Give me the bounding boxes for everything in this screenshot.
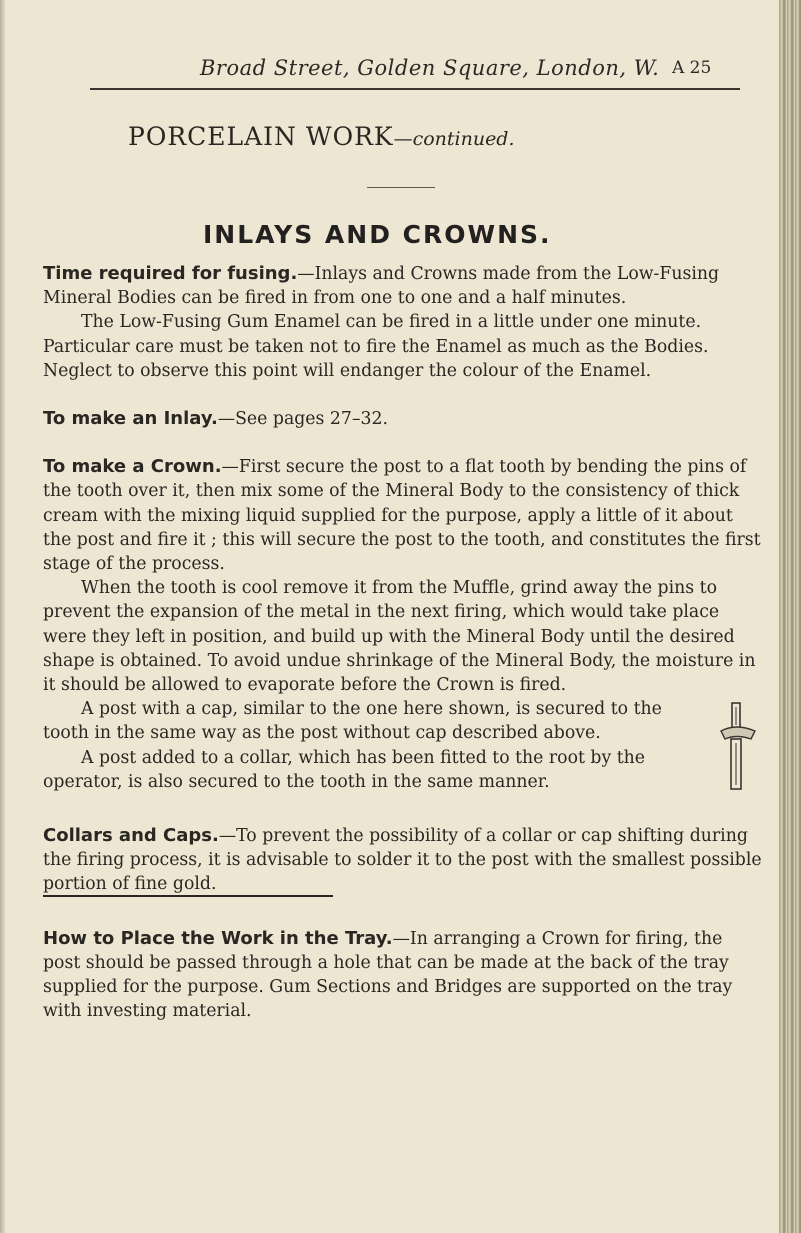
text-gum: The Low-Fusing Gum Enamel can be fired in a little under one minute.: [81, 312, 702, 333]
short-divider: [367, 187, 435, 188]
page-number: A 25: [672, 58, 712, 78]
text-cap: A post with a cap, similar to the one here shown, is secured to the tooth in the same way as the post without cap described above.: [43, 699, 662, 744]
paragraph-inlay: [43, 407, 763, 431]
paragraph-fusing: [43, 262, 763, 310]
lead-tray: How to Place the Work in the Tray.: [43, 927, 393, 949]
text-care: Particular care must be taken not to fire the Enamel as much as the Bodies.: [43, 336, 709, 357]
lead-inlay: To make an Inlay.: [43, 408, 218, 430]
book-binding-edge: [779, 0, 801, 1233]
post-with-cap-illustration: [717, 701, 759, 793]
lead-fusing: Time required for fusing.: [43, 263, 298, 284]
page-body: [43, 262, 763, 1023]
page-left-shadow: [0, 0, 6, 1233]
section-title-main: PORCELAIN WORK: [128, 122, 394, 151]
paragraph-gum: [43, 310, 763, 334]
text-crown: —First secure the post to a flat tooth by bending the pins of the tooth over it, then mix some of the Mineral Body to the consistency of thick cream with the mixing liquid supplied for the purpose, apply a little of it about the post and fire it ; this will secure the post to the tooth, and constitutes the first stage of the process.: [43, 457, 761, 575]
text-collars: —To prevent the possibility of a collar or cap shifting during the firing process, it is advisable to solder it to the post with the smallest possible portion of fine gold.: [43, 826, 762, 895]
paragraph-crown: [43, 455, 763, 576]
paragraph-care: [43, 335, 763, 359]
text-tray: —In arranging a Crown for firing, the post should be passed through a hole that can be made at the back of the tray supplied for the purpose. Gum Sections and Bridges are supported on the tray with investing material.: [43, 928, 733, 1022]
paragraph-tray: [43, 927, 763, 1024]
section-title-continued: —continued.: [393, 128, 515, 150]
lead-crown: To make a Crown.: [43, 456, 222, 478]
paragraph-cap: [43, 697, 705, 745]
paragraph-collar: [43, 746, 705, 794]
paragraph-neglect: [43, 359, 763, 383]
text-collar: A post added to a collar, which has been fitted to the root by the operator, is also secured to the tooth in the same manner.: [43, 747, 646, 792]
running-head: Broad Street, Golden Square, London, W.: [200, 56, 660, 80]
text-inlay: —See pages 27–32.: [217, 409, 389, 430]
header-rule: [90, 88, 740, 90]
main-heading: INLAYS AND CROWNS.: [203, 220, 552, 249]
text-cool: When the tooth is cool remove it from the Muffle, grind away the pins to prevent the expansion of the metal in the next firing, which would take place were they left in position, and build up with the Mineral Body until the desired shape is obtained. To avoid undue shrinkage of the Mineral Body, the moisture in it should be allowed to evaporate before the Crown is fired.: [43, 578, 756, 696]
page-header: [200, 56, 760, 86]
text-neglect: Neglect to observe this point will endanger the colour of the Enamel.: [43, 360, 652, 381]
collar-flange: [721, 727, 755, 739]
text-fusing: —Inlays and Crowns made from the Low-Fusing Mineral Bodies can be fired in from one to one and a half minutes.: [43, 264, 720, 309]
post-cap-block: [43, 697, 763, 794]
paragraph-cool: [43, 576, 763, 697]
section-title: [128, 122, 688, 151]
lead-collars: Collars and Caps.: [43, 825, 219, 847]
paragraph-collars: [43, 824, 763, 897]
